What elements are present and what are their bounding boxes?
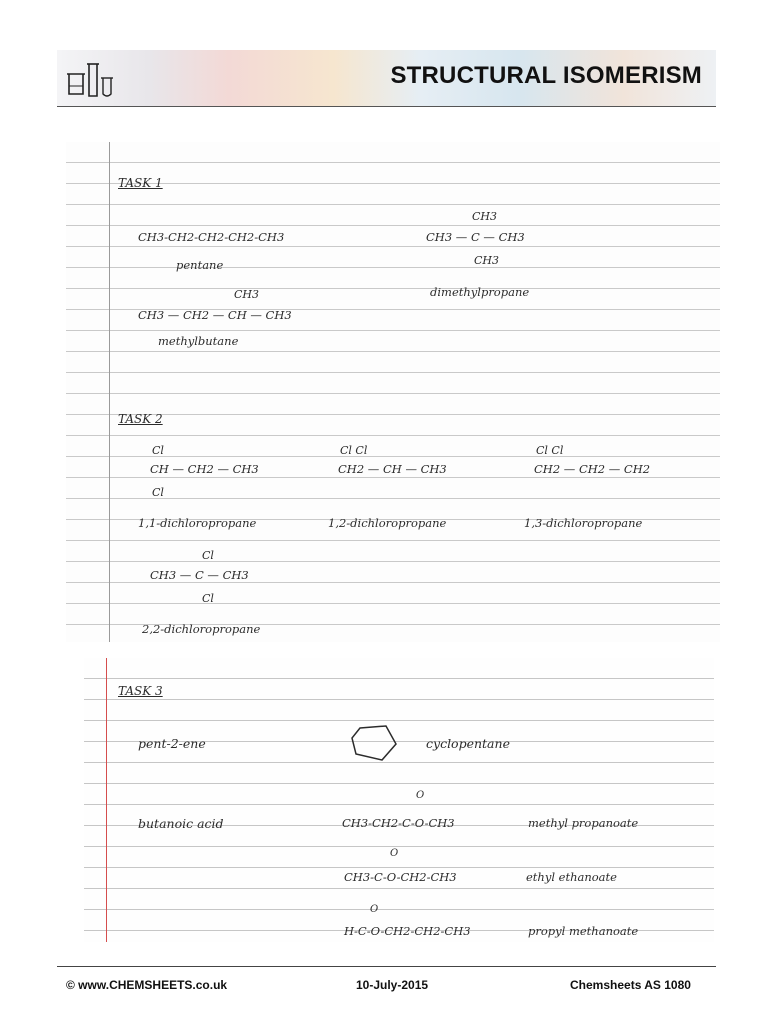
task2-name-3: 1,3-dichloropropane bbox=[524, 516, 643, 530]
task3-item-pent-2-ene: pent-2-ene bbox=[138, 736, 206, 751]
task2-formula-4: CH3 — C — CH3 bbox=[150, 568, 249, 582]
ester3-formula: H-C-O-CH2-CH2-CH3 bbox=[344, 924, 471, 938]
footer-reference: Chemsheets AS 1080 bbox=[570, 978, 691, 992]
ester1-name: methyl propanoate bbox=[528, 816, 639, 830]
task1-dimethyl-top: CH3 bbox=[472, 210, 498, 223]
ester2-name: ethyl ethanoate bbox=[526, 870, 617, 884]
task2-f4-bottom: Cl bbox=[202, 592, 214, 605]
ester2-carbonyl-oxygen: O bbox=[390, 848, 399, 859]
task2-name-1: 1,1-dichloropropane bbox=[138, 516, 257, 530]
task1-name-methylbutane: methylbutane bbox=[158, 334, 239, 348]
footer-divider bbox=[57, 966, 716, 967]
task2-formula-1: CH — CH2 — CH3 bbox=[150, 462, 259, 476]
margin-line bbox=[109, 142, 110, 642]
task1-dimethyl-bottom: CH3 bbox=[474, 254, 500, 267]
task2-f4-top: Cl bbox=[202, 549, 214, 562]
ester1-formula: CH3-CH2-C-O-CH3 bbox=[342, 816, 455, 830]
margin-line bbox=[106, 658, 107, 942]
task3-heading: TASK 3 bbox=[118, 684, 163, 698]
task2-f1-bottom: Cl bbox=[152, 486, 164, 499]
task2-f1-top: Cl bbox=[152, 444, 164, 457]
task2-f2-top: Cl Cl bbox=[340, 444, 368, 457]
task1-formula-pentane: CH3-CH2-CH2-CH2-CH3 bbox=[138, 230, 285, 244]
page-header bbox=[57, 50, 716, 107]
task1-name-pentane: pentane bbox=[176, 258, 224, 272]
task1-formula-dimethylpropane: CH3 — C — CH3 bbox=[426, 230, 525, 244]
lab-glassware-icon bbox=[63, 56, 115, 100]
notebook-page-2 bbox=[84, 658, 714, 942]
task2-heading: TASK 2 bbox=[118, 412, 163, 426]
notebook-page-1 bbox=[66, 142, 720, 642]
task3-item-butanoic-acid: butanoic acid bbox=[138, 816, 224, 831]
task3-item-cyclopentane: cyclopentane bbox=[426, 736, 510, 751]
footer-date: 10-July-2015 bbox=[356, 978, 429, 992]
footer-copyright: © www.CHEMSHEETS.co.uk bbox=[66, 978, 228, 992]
task1-heading: TASK 1 bbox=[118, 176, 163, 190]
ester1-carbonyl-oxygen: O bbox=[416, 790, 425, 801]
task1-name-dimethylpropane: dimethylpropane bbox=[430, 285, 530, 299]
task2-name-2: 1,2-dichloropropane bbox=[328, 516, 447, 530]
task2-f3-top: Cl Cl bbox=[536, 444, 564, 457]
page-title: STRUCTURAL ISOMERISM bbox=[390, 62, 702, 89]
task1-formula-methylbutane: CH3 — CH2 — CH — CH3 bbox=[138, 308, 292, 322]
cyclopentane-ring-icon bbox=[350, 722, 400, 764]
task2-name-4: 2,2-dichloropropane bbox=[142, 622, 261, 636]
task2-formula-2: CH2 — CH — CH3 bbox=[338, 462, 447, 476]
ester2-formula: CH3-C-O-CH2-CH3 bbox=[344, 870, 457, 884]
ester3-name: propyl methanoate bbox=[528, 924, 639, 938]
task1-methyl-top: CH3 bbox=[234, 288, 260, 301]
ester3-carbonyl-oxygen: O bbox=[370, 904, 379, 915]
task2-formula-3: CH2 — CH2 — CH2 bbox=[534, 462, 651, 476]
